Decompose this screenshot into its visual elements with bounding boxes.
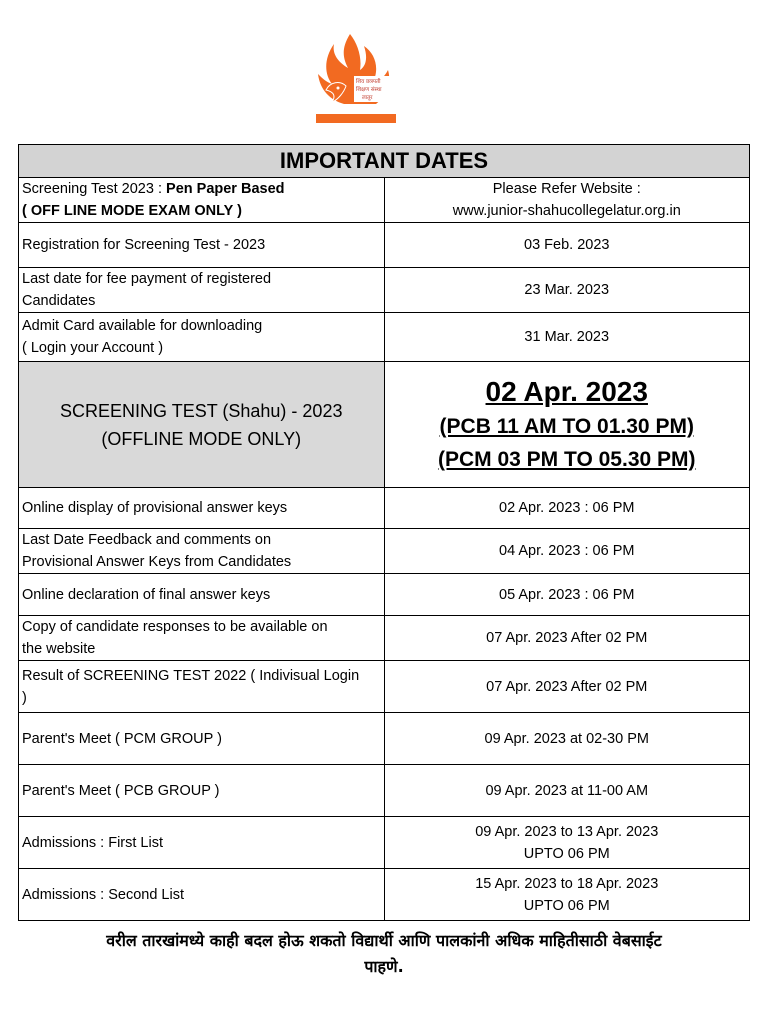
table-row: [19, 661, 750, 713]
row-value: 07 Apr. 2023 After 02 PM: [384, 661, 750, 713]
row-value: 09 Apr. 2023 at 02-30 PM: [384, 713, 750, 765]
row-label: [19, 529, 385, 574]
logo-text-3: लातूर: [362, 95, 373, 101]
row-label: Parent's Meet ( PCB GROUP ): [19, 765, 385, 817]
row-label-text: Candidates: [22, 293, 96, 309]
row-value: [384, 869, 750, 921]
table-row: [19, 529, 750, 574]
logo-text-2: शिक्षण संस्था: [356, 87, 382, 93]
row-label-text: (OFFLINE MODE ONLY): [101, 428, 302, 449]
row-value: 09 Apr. 2023 at 11-00 AM: [384, 765, 750, 817]
row-value-text: 15 Apr. 2023 to 18 Apr. 2023: [475, 875, 659, 892]
footer-line-2: पाहणे.: [364, 957, 404, 976]
table-row: [19, 817, 750, 869]
table-row: [19, 616, 750, 661]
row-value-text: 09 Apr. 2023 to 13 Apr. 2023: [475, 823, 659, 840]
row-label: [19, 661, 385, 713]
row-label-text: ( Login your Account ): [22, 340, 164, 356]
row-label-text: Screening Test 2023 :: [22, 181, 167, 197]
table-row: [19, 223, 750, 268]
row-label: [19, 313, 385, 362]
screening-test-label: [19, 362, 385, 488]
logo-text-1: शिव छत्रपती: [356, 79, 381, 85]
table-row: [19, 713, 750, 765]
footer-note: [18, 928, 750, 980]
screening-test-date: [384, 362, 750, 488]
row-value: 05 Apr. 2023 : 06 PM: [384, 574, 750, 616]
website-link[interactable]: www.junior-shahucollegelatur.org.in: [452, 203, 681, 219]
row-label-text: Last date for fee payment of registered: [22, 271, 272, 287]
row-label-text: Admit Card available for downloading: [22, 318, 263, 334]
table-row: [19, 313, 750, 362]
row-value: 23 Mar. 2023: [384, 268, 750, 313]
row-label: [19, 178, 385, 223]
row-label-text: Copy of candidate responses to be available on: [22, 619, 328, 635]
row-value-text: UPTO 06 PM: [523, 897, 610, 914]
table-header: [19, 145, 750, 178]
row-value: 31 Mar. 2023: [384, 313, 750, 362]
row-label-text: the website: [22, 641, 96, 657]
row-value: 07 Apr. 2023 After 02 PM: [384, 616, 750, 661]
footer-line-1: वरील तारखांमध्ये काही बदल होऊ शकतो विद्यार्थी आणि पालकांनी अधिक माहितीसाठी वेबसाईट: [106, 931, 662, 950]
row-label: Admissions : First List: [19, 817, 385, 869]
row-value: 02 Apr. 2023 : 06 PM: [384, 488, 750, 529]
row-label: Admissions : Second List: [19, 869, 385, 921]
row-label-text: ): [22, 689, 27, 706]
important-dates-table: [18, 144, 750, 921]
row-label-text: Result of SCREENING TEST 2022 ( Indivisual Login: [22, 667, 360, 684]
row-label: [19, 616, 385, 661]
table-row: [19, 178, 750, 223]
screening-test-row: [19, 362, 750, 488]
pcm-timing: (PCM 03 PM TO 05.30 PM): [437, 447, 696, 471]
row-value: 04 Apr. 2023 : 06 PM: [384, 529, 750, 574]
row-value-text: Please Refer Website :: [492, 181, 641, 197]
table-row: [19, 268, 750, 313]
table-row: [19, 869, 750, 921]
table-row: [19, 765, 750, 817]
row-label-text: SCREENING TEST (Shahu) - 2023: [60, 400, 343, 421]
row-value: [384, 817, 750, 869]
row-label: Registration for Screening Test - 2023: [19, 223, 385, 268]
row-label: [19, 268, 385, 313]
row-label-text: Last Date Feedback and comments on: [22, 532, 272, 548]
page-title: IMPORTANT DATES: [19, 145, 750, 178]
row-value-text: UPTO 06 PM: [523, 845, 610, 862]
row-label-text: Provisional Answer Keys from Candidates: [22, 554, 292, 570]
row-value: [384, 178, 750, 223]
row-label-bold: Pen Paper Based: [166, 181, 285, 197]
table-row: [19, 488, 750, 529]
row-label: Parent's Meet ( PCM GROUP ): [19, 713, 385, 765]
row-value: 03 Feb. 2023: [384, 223, 750, 268]
row-label-bold: ( OFF LINE MODE EXAM ONLY ): [22, 203, 242, 219]
flame-logo-icon: [310, 30, 402, 126]
row-label: Online display of provisional answer keys: [19, 488, 385, 529]
exam-date: 02 Apr. 2023: [485, 375, 648, 407]
row-label: Online declaration of final answer keys: [19, 574, 385, 616]
pcb-timing: (PCB 11 AM TO 01.30 PM): [439, 414, 694, 438]
table-row: [19, 574, 750, 616]
